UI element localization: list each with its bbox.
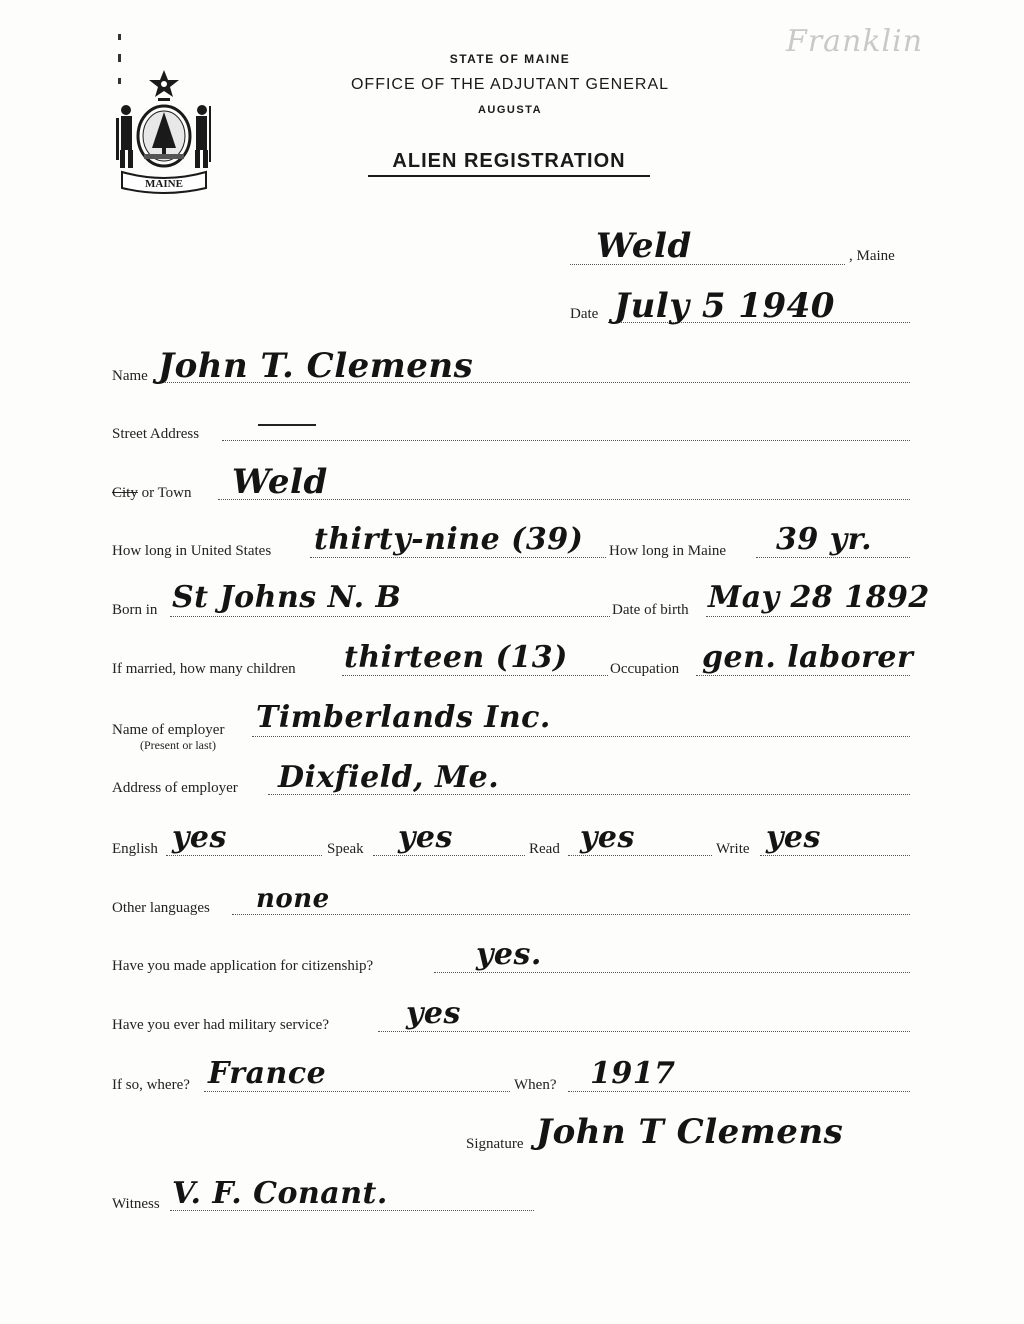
seal-banner-text: MAINE: [145, 178, 183, 190]
write-value: yes: [766, 820, 821, 855]
signature-value: John T Clemens: [536, 1112, 844, 1152]
where-value: France: [208, 1056, 327, 1091]
how-long-maine-value: 39 yr.: [776, 522, 873, 557]
employer-sublabel: (Present or last): [140, 738, 216, 752]
or-town-text: or Town: [137, 485, 192, 501]
military-value: yes: [406, 996, 461, 1031]
speak-label: Speak: [327, 841, 364, 857]
other-languages-value: none: [256, 884, 330, 914]
scan-edge-mark: [118, 34, 121, 40]
witness-label: Witness: [112, 1196, 160, 1212]
date-of-birth-value: May 28 1892: [708, 580, 930, 615]
children-value: thirteen (13): [344, 640, 568, 675]
born-in-line: [170, 616, 610, 617]
write-label: Write: [716, 841, 750, 857]
city-or-town-label: [112, 485, 192, 502]
speak-line: [373, 855, 525, 856]
witness-value: V. F. Conant.: [172, 1176, 388, 1211]
town-header-value: Weld: [596, 226, 692, 266]
when-value: 1917: [590, 1056, 676, 1091]
name-value: John T. Clemens: [158, 346, 474, 386]
maine-state-seal-icon: [112, 66, 216, 194]
how-long-us-line: [310, 557, 606, 558]
children-line: [342, 675, 608, 676]
write-line: [760, 855, 910, 856]
other-languages-label: Other languages: [112, 900, 210, 916]
read-label: Read: [529, 841, 560, 857]
employer-line: [252, 736, 910, 737]
if-married-label: If married, how many children: [112, 661, 296, 677]
header-city: AUGUSTA: [477, 104, 543, 116]
english-value: yes: [172, 820, 227, 855]
occupation-label: Occupation: [610, 661, 680, 677]
employer-label: Name of employer: [112, 722, 225, 738]
occupation-line: [696, 675, 910, 676]
pencil-note: Franklin: [786, 24, 924, 59]
english-label: English: [112, 841, 158, 857]
citizenship-value: yes.: [476, 937, 542, 972]
military-line: [378, 1031, 910, 1032]
header-office: OFFICE OF THE ADJUTANT GENERAL: [350, 76, 670, 93]
date-of-birth-line: [706, 616, 910, 617]
where-line: [204, 1091, 510, 1092]
english-line: [166, 855, 322, 856]
date-of-birth-label: Date of birth: [612, 602, 689, 618]
read-line: [568, 855, 712, 856]
born-in-value: St Johns N. B: [172, 580, 402, 615]
city-struck-text: City: [112, 485, 138, 501]
name-label: Name: [112, 368, 148, 384]
citizenship-label: Have you made application for citizenship?: [112, 958, 374, 974]
street-address-line: [222, 440, 910, 441]
employer-address-label: Address of employer: [112, 780, 238, 796]
how-long-maine-label: How long in Maine: [609, 543, 727, 559]
when-label: When?: [514, 1077, 557, 1093]
form-title: ALIEN REGISTRATION: [368, 150, 650, 177]
city-value: Weld: [232, 462, 328, 502]
date-value: July 5 1940: [614, 286, 835, 326]
if-so-where-label: If so, where?: [112, 1077, 190, 1093]
street-address-dash: [258, 424, 316, 426]
header-state: STATE OF MAINE: [449, 52, 571, 66]
when-line: [568, 1091, 910, 1092]
street-address-label: Street Address: [112, 426, 200, 442]
occupation-value: gen. laborer: [702, 640, 914, 675]
date-label: Date: [570, 306, 599, 322]
citizenship-line: [434, 972, 910, 973]
other-languages-line: [232, 914, 910, 915]
maine-label: , Maine: [849, 248, 895, 264]
employer-value: Timberlands Inc.: [256, 700, 551, 735]
how-long-us-label: How long in United States: [112, 543, 272, 559]
how-long-maine-line: [756, 557, 910, 558]
scan-edge-mark: [118, 54, 121, 62]
speak-value: yes: [398, 820, 453, 855]
how-long-us-value: thirty-nine (39): [314, 522, 584, 557]
military-label: Have you ever had military service?: [112, 1017, 329, 1033]
employer-address-value: Dixfield, Me.: [278, 760, 500, 795]
born-in-label: Born in: [112, 602, 158, 618]
signature-label: Signature: [466, 1136, 524, 1152]
read-value: yes: [580, 820, 635, 855]
